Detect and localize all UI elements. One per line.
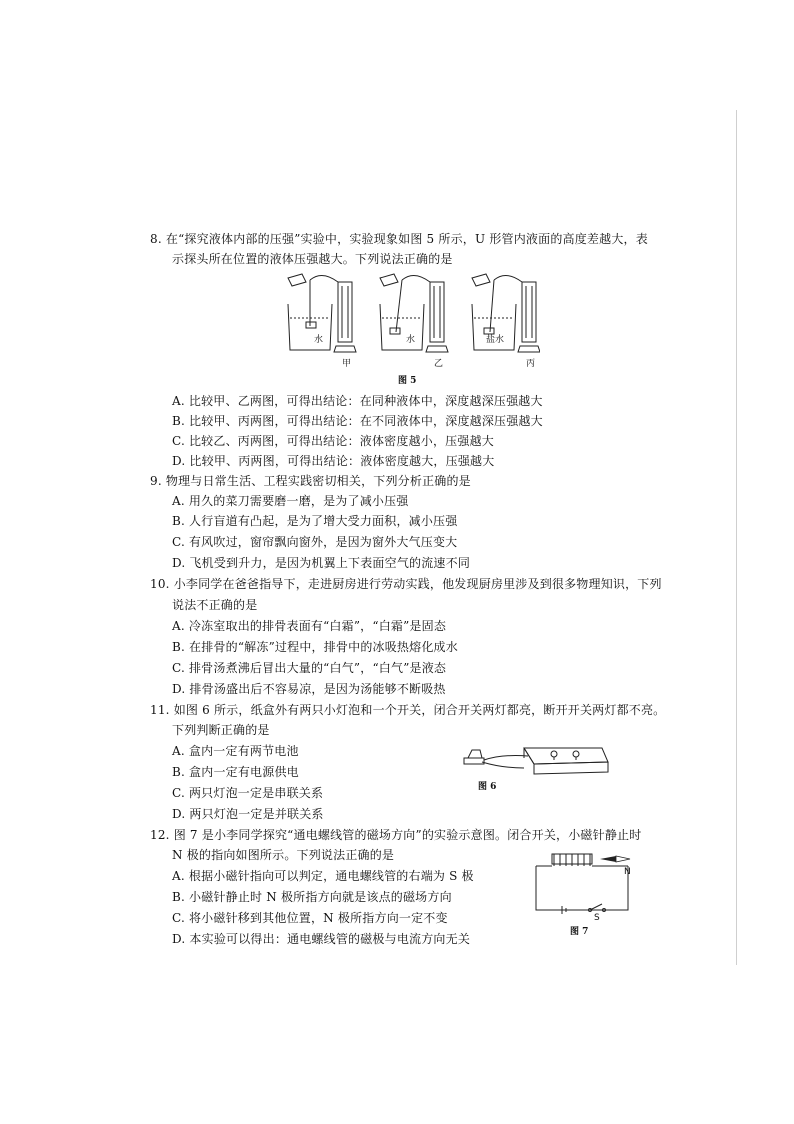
q12-option-d: D. 本实验可以得出：通电螺线管的磁极与电流方向无关 (172, 932, 471, 946)
q12-stem-line-2: N 极的指向如图所示。下列说法正确的是 (172, 848, 395, 862)
q9-option-b: B. 人行盲道有凸起，是为了增大受力面积，减小压强 (172, 514, 458, 528)
switch-s-label: S (594, 913, 600, 922)
q8-option-b: B. 比较甲、丙两图，可得出结论：在不同液体中，深度越深压强越大 (172, 414, 543, 428)
q9-stem: 9. 物理与日常生活、工程实践密切相关，下列分析正确的是 (150, 474, 471, 488)
q11-option-b: B. 盒内一定有电源供电 (172, 765, 299, 779)
q12-option-b: B. 小磁针静止时 N 极所指方向就是该点的磁场方向 (172, 890, 452, 904)
q12-option-c: C. 将小磁针移到其他位置，N 极所指方向一定不变 (172, 911, 448, 925)
compass-needle-s (616, 856, 630, 862)
page-edge-line (736, 110, 737, 965)
liquid-label-3: 盐水 (486, 335, 505, 345)
q11-option-c: C. 两只灯泡一定是串联关系 (172, 786, 324, 800)
q10-option-d: D. 排骨汤盛出后不容易凉，是因为汤能够不断吸热 (172, 682, 446, 696)
compass-needle-n (600, 856, 616, 862)
figure-6-caption: 图 6 (478, 782, 497, 792)
liquid-label-2: 水 (406, 335, 416, 345)
q12-stem-line-1: 12. 图 7 是小李同学探究“通电螺线管的磁场方向”的实验示意图。闭合开关，小磁针静止时 (150, 828, 642, 842)
q10-stem-line-2: 说法不正确的是 (172, 598, 258, 612)
label-yi: 乙 (434, 359, 444, 369)
paper-box (524, 748, 608, 764)
q10-stem-line-1: 10. 小李同学在爸爸指导下，走进厨房进行劳动实践，他发现厨房里涉及到很多物理知识，下列 (150, 577, 662, 591)
liquid-label-1: 水 (314, 335, 324, 345)
n-pole-label: N (624, 867, 631, 877)
q10-option-b: B. 在排骨的“解冻”过程中，排骨中的冰吸热熔化成水 (172, 640, 458, 654)
q8-stem-line-2: 示探头所在位置的液体压强越大。下列说法正确的是 (172, 252, 453, 266)
q8-stem-line-1: 8. 在“探究液体内部的压强”实验中，实验现象如图 5 所示，U 形管内液面的高度差越大，表 (150, 232, 648, 246)
figure-7-caption: 图 7 (570, 927, 589, 937)
q8-option-a: A. 比较甲、乙两图，可得出结论：在同种液体中，深度越深压强越大 (172, 394, 543, 408)
figure-7 (532, 846, 642, 922)
q9-option-a: A. 用久的菜刀需要磨一磨，是为了减小压强 (172, 494, 409, 508)
bulb-2 (573, 751, 579, 757)
q8-option-c: C. 比较乙、丙两图，可得出结论：液体密度越小，压强越大 (172, 434, 494, 448)
q8-option-d: D. 比较甲、丙两图，可得出结论：液体密度越大，压强越大 (172, 454, 495, 468)
label-jia: 甲 (342, 359, 352, 369)
switch-base (464, 758, 484, 764)
q10-option-c: C. 排骨汤煮沸后冒出大量的“白气”，“白气”是液态 (172, 661, 447, 675)
bulb-1 (551, 751, 557, 757)
q9-option-d: D. 飞机受到升力，是因为机翼上下表面空气的流速不同 (172, 556, 471, 570)
q12-option-a: A. 根据小磁针指向可以判定，通电螺线管的右端为 S 极 (172, 869, 474, 883)
q10-option-a: A. 冷冻室取出的排骨表面有“白霜”，“白霜”是固态 (172, 619, 447, 633)
q11-stem-line-1: 11. 如图 6 所示，纸盒外有两只小灯泡和一个开关，闭合开关两灯都亮，断开开关两灯都不亮。 (150, 703, 666, 717)
q11-option-d: D. 两只灯泡一定是并联关系 (172, 807, 324, 821)
circuit-wire (536, 866, 628, 910)
label-bing: 丙 (526, 359, 536, 369)
switch (590, 904, 602, 910)
figure-5 (280, 270, 540, 372)
figure-5-caption: 图 5 (398, 376, 417, 386)
q11-stem-line-2: 下列判断正确的是 (172, 723, 270, 737)
setup-bing (472, 274, 540, 352)
q9-option-c: C. 有风吹过，窗帘飘向窗外，是因为窗外大气压变大 (172, 535, 458, 549)
q11-option-a: A. 盒内一定有两节电池 (172, 744, 299, 758)
